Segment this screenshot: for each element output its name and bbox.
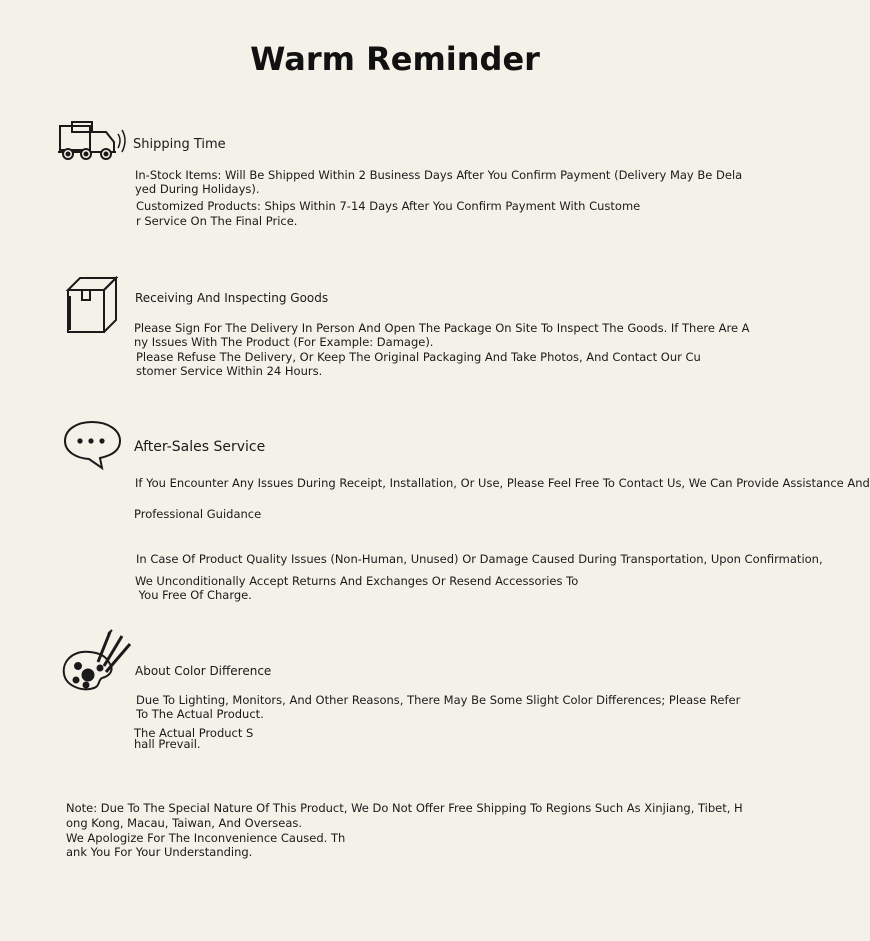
receiving-text-line: stomer Service Within 24 Hours. (136, 364, 323, 378)
receiving-heading: Receiving And Inspecting Goods (135, 291, 329, 305)
note-text-line: ank You For Your Understanding. (66, 845, 253, 859)
after-sales-heading: After-Sales Service (134, 439, 266, 455)
receiving-text-line: Please Refuse The Delivery, Or Keep The Original Packaging And Take Photos, And Contact Our Cu (136, 350, 701, 364)
after-sales-text-line: We Unconditionally Accept Returns And Exchanges Or Resend Accessories To (135, 574, 579, 588)
shipping-heading: Shipping Time (133, 137, 226, 152)
after-sales-text-line: You Free Of Charge. (135, 588, 252, 602)
note-text-line: ong Kong, Macau, Taiwan, And Overseas. (66, 816, 303, 830)
speech-bubble-icon (62, 418, 124, 472)
package-box-icon (62, 274, 122, 338)
page-title: Warm Reminder (250, 40, 540, 78)
note-text-line: Note: Due To The Special Nature Of This Product, We Do Not Offer Free Shipping To Regions Such As Xinjiang, Tibet, H (66, 801, 743, 815)
after-sales-text-line: If You Encounter Any Issues During Receipt, Installation, Or Use, Please Feel Free To Contact Us, We Can Provide Assistance And (135, 476, 870, 490)
shipping-text-line: r Service On The Final Price. (136, 214, 298, 228)
shipping-text-line: Customized Products: Ships Within 7-14 Days After You Confirm Payment With Custome (136, 199, 641, 213)
paint-palette-icon (60, 628, 132, 694)
truck-icon (56, 120, 130, 164)
color-text-line: Due To Lighting, Monitors, And Other Reasons, There May Be Some Slight Color Differences; Please Refer (136, 693, 741, 707)
receiving-text-line: ny Issues With The Product (For Example: Damage). (134, 335, 434, 349)
after-sales-text-line: Professional Guidance (134, 507, 262, 521)
color-heading: About Color Difference (135, 664, 272, 678)
color-text-line: hall Prevail. (134, 737, 201, 751)
receiving-text-line: Please Sign For The Delivery In Person And Open The Package On Site To Inspect The Goods. If There Are A (134, 321, 750, 335)
color-text-line: The Actual Product S (134, 726, 254, 740)
shipping-text-line: In-Stock Items: Will Be Shipped Within 2 Business Days After You Confirm Payment (Delivery May Be Dela (135, 168, 743, 182)
after-sales-text-line: In Case Of Product Quality Issues (Non-Human, Unused) Or Damage Caused During Transportation, Upon Confirmation, (136, 552, 823, 566)
shipping-text-line: yed During Holidays). (135, 182, 260, 196)
color-text-line: To The Actual Product. (136, 707, 264, 721)
note-text-line: We Apologize For The Inconvenience Caused. Th (66, 831, 346, 845)
